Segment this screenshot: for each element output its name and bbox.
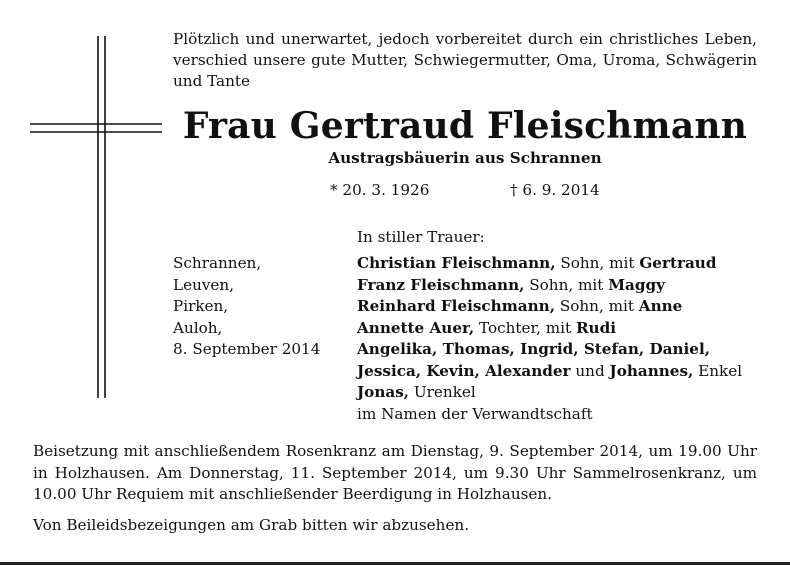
birth-date: * 20. 3. 1926 <box>330 181 430 199</box>
mourner-line <box>357 361 742 383</box>
mourner-name: Franz Fleischmann, <box>357 275 525 294</box>
partner-name: Rudi <box>575 318 616 337</box>
place-item: Pirken, <box>173 297 229 315</box>
mourners-list <box>357 253 742 425</box>
condolences-note: Von Beileidsbezeigungen am Grab bitten wir abzusehen. <box>33 516 470 534</box>
mourner-line <box>357 382 742 404</box>
intro-text: Plötzlich und unerwartet, jedoch vorbereitet durch ein christliches Leben, verschied unsere gute Mutter, Schwiegermutter, Oma, Uroma, Schwägerin und Tante <box>173 30 757 90</box>
mourner-line <box>357 339 742 361</box>
mourner-name: Angelika, Thomas, Ingrid, Stefan, Daniel, <box>357 340 711 358</box>
death-date: † 6. 9. 2014 <box>510 181 600 199</box>
mourner-line <box>357 318 742 340</box>
relation-text: Urenkel <box>409 383 476 401</box>
relation-text: im Namen der Verwandtschaft <box>357 404 593 423</box>
deceased-occupation: Austragsbäuerin aus Schrannen <box>328 149 602 167</box>
partner-name: Johannes, <box>609 361 694 380</box>
mourning-label: In stiller Trauer: <box>357 228 485 246</box>
relation-text: Sohn, mit <box>524 275 609 294</box>
relation-text: Tochter, mit <box>474 318 576 337</box>
place-date: 8. September 2014 <box>173 340 321 358</box>
partner-name: Gertraud <box>639 254 717 272</box>
place-item: Leuven, <box>173 275 235 294</box>
partner-name: Anne <box>638 297 683 315</box>
mourner-name: Christian Fleischmann, <box>357 254 556 272</box>
relation-text: Sohn, mit <box>555 297 639 315</box>
place-item: Schrannen, <box>173 254 262 272</box>
mourner-name: Reinhard Fleischmann, <box>357 297 555 315</box>
mourner-line <box>357 253 742 275</box>
mourner-name: Jonas, <box>357 383 410 401</box>
partner-name: Maggy <box>608 275 665 294</box>
relation-text: Sohn, mit <box>555 254 640 272</box>
cross-icon <box>30 36 162 398</box>
mourner-line <box>357 275 742 297</box>
mourner-name: Annette Auer, <box>357 318 475 337</box>
relation-suffix: Enkel <box>693 361 743 380</box>
mourner-line <box>357 296 742 318</box>
place-item: Auloh, <box>173 318 223 337</box>
funeral-details: Beisetzung mit anschließendem Rosenkranz am Dienstag, 9. September 2014, um 19.00 Uhr in Holzhausen. Am Donnerstag, 11. September 2014, um 9.30 Uhr Sammelrosenkranz, um 10.00 Uhr Requiem mit anschließender Beerdigung in Holzhausen. <box>33 442 757 503</box>
mourner-line <box>357 404 742 426</box>
deceased-name: Frau Gertraud Fleischmann <box>182 105 748 147</box>
places-list <box>173 253 320 361</box>
relation-text: und <box>570 361 610 380</box>
mourner-name: Jessica, Kevin, Alexander <box>357 361 571 380</box>
